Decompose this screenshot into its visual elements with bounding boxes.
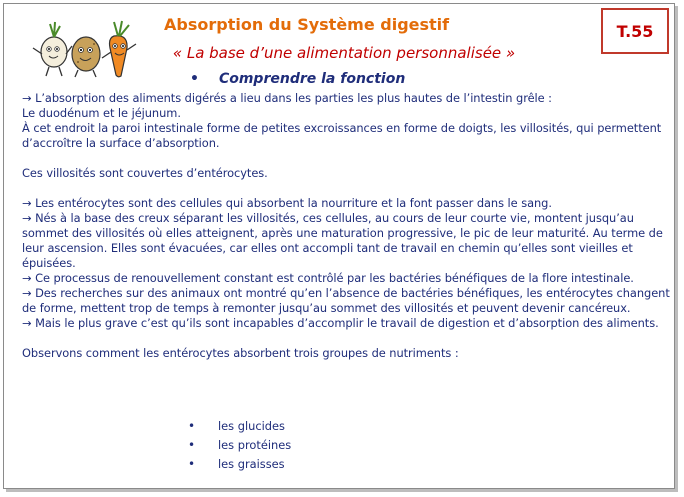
paragraph: Observons comment les entérocytes absorbent trois groupes de nutriments : [22,346,459,360]
paragraph: Le duodénum et le jéjunum. [22,106,181,120]
bullet-icon: • [188,457,196,471]
list-item [188,457,291,476]
page-badge: T.55 [601,8,669,54]
list-item [188,438,291,457]
nutrient-list [188,419,291,476]
paragraph: → Nés à la base des creux séparant les villosités, ces cellules, au cours de leur courte vie, montent jusqu’au sommet des villosités où elles atteignent, après une maturation progressive, le pic de leur maturité. Au terme de leur ascension. Elles sont évacuées, car elles ont accompli tant de travail en chemin qu’elles sont vieilles et épuisées. [22,211,663,270]
document-frame [3,3,675,489]
bullet-icon: • [188,419,196,433]
list-item-text: les glucides [218,419,285,433]
paragraph: → Ce processus de renouvellement constant est contrôlé par les bactéries bénéfiques de la flore intestinale. [22,271,634,285]
paragraph: → Mais le plus grave c’est qu’ils sont incapables d’accomplir le travail de digestion et d’absorption des aliments. [22,316,659,330]
list-item-text: les protéines [218,438,292,452]
paragraph: → Des recherches sur des animaux ont montré qu’en l’absence de bactéries bénéfiques, les entérocytes changent de forme, mettent trop de temps à remonter jusqu’au sommet des villosités et peuvent devenir cancéreux. [22,286,670,315]
list-item-text: les graisses [218,457,285,471]
section-heading [190,71,405,87]
paragraph-gap [22,151,672,166]
paragraph-gap [22,331,672,346]
paragraph: → L’absorption des aliments digérés a lieu dans les parties les plus hautes de l’intestin grêle : [22,91,552,105]
bullet-icon: • [188,438,196,452]
bullet-icon: • [190,71,199,87]
section-heading-text: Comprendre la fonction [218,71,406,87]
list-item [188,419,291,438]
paragraph: À cet endroit la paroi intestinale forme de petites excroissances en forme de doigts, les villosités, qui permettent d’accroître la surface d’absorption. [22,121,662,150]
page-subtitle: « La base d’une alimentation personnalisée » [172,44,516,62]
paragraph: → Les entérocytes sont des cellules qui absorbent la nourriture et la font passer dans le sang. [22,196,552,210]
paragraph: Ces villosités sont couvertes d’entérocytes. [22,166,268,180]
vegetable-characters-icon [28,18,144,80]
page-title: Absorption du Système digestif [164,15,450,34]
paragraph-gap [22,181,672,196]
body-text [22,91,672,361]
